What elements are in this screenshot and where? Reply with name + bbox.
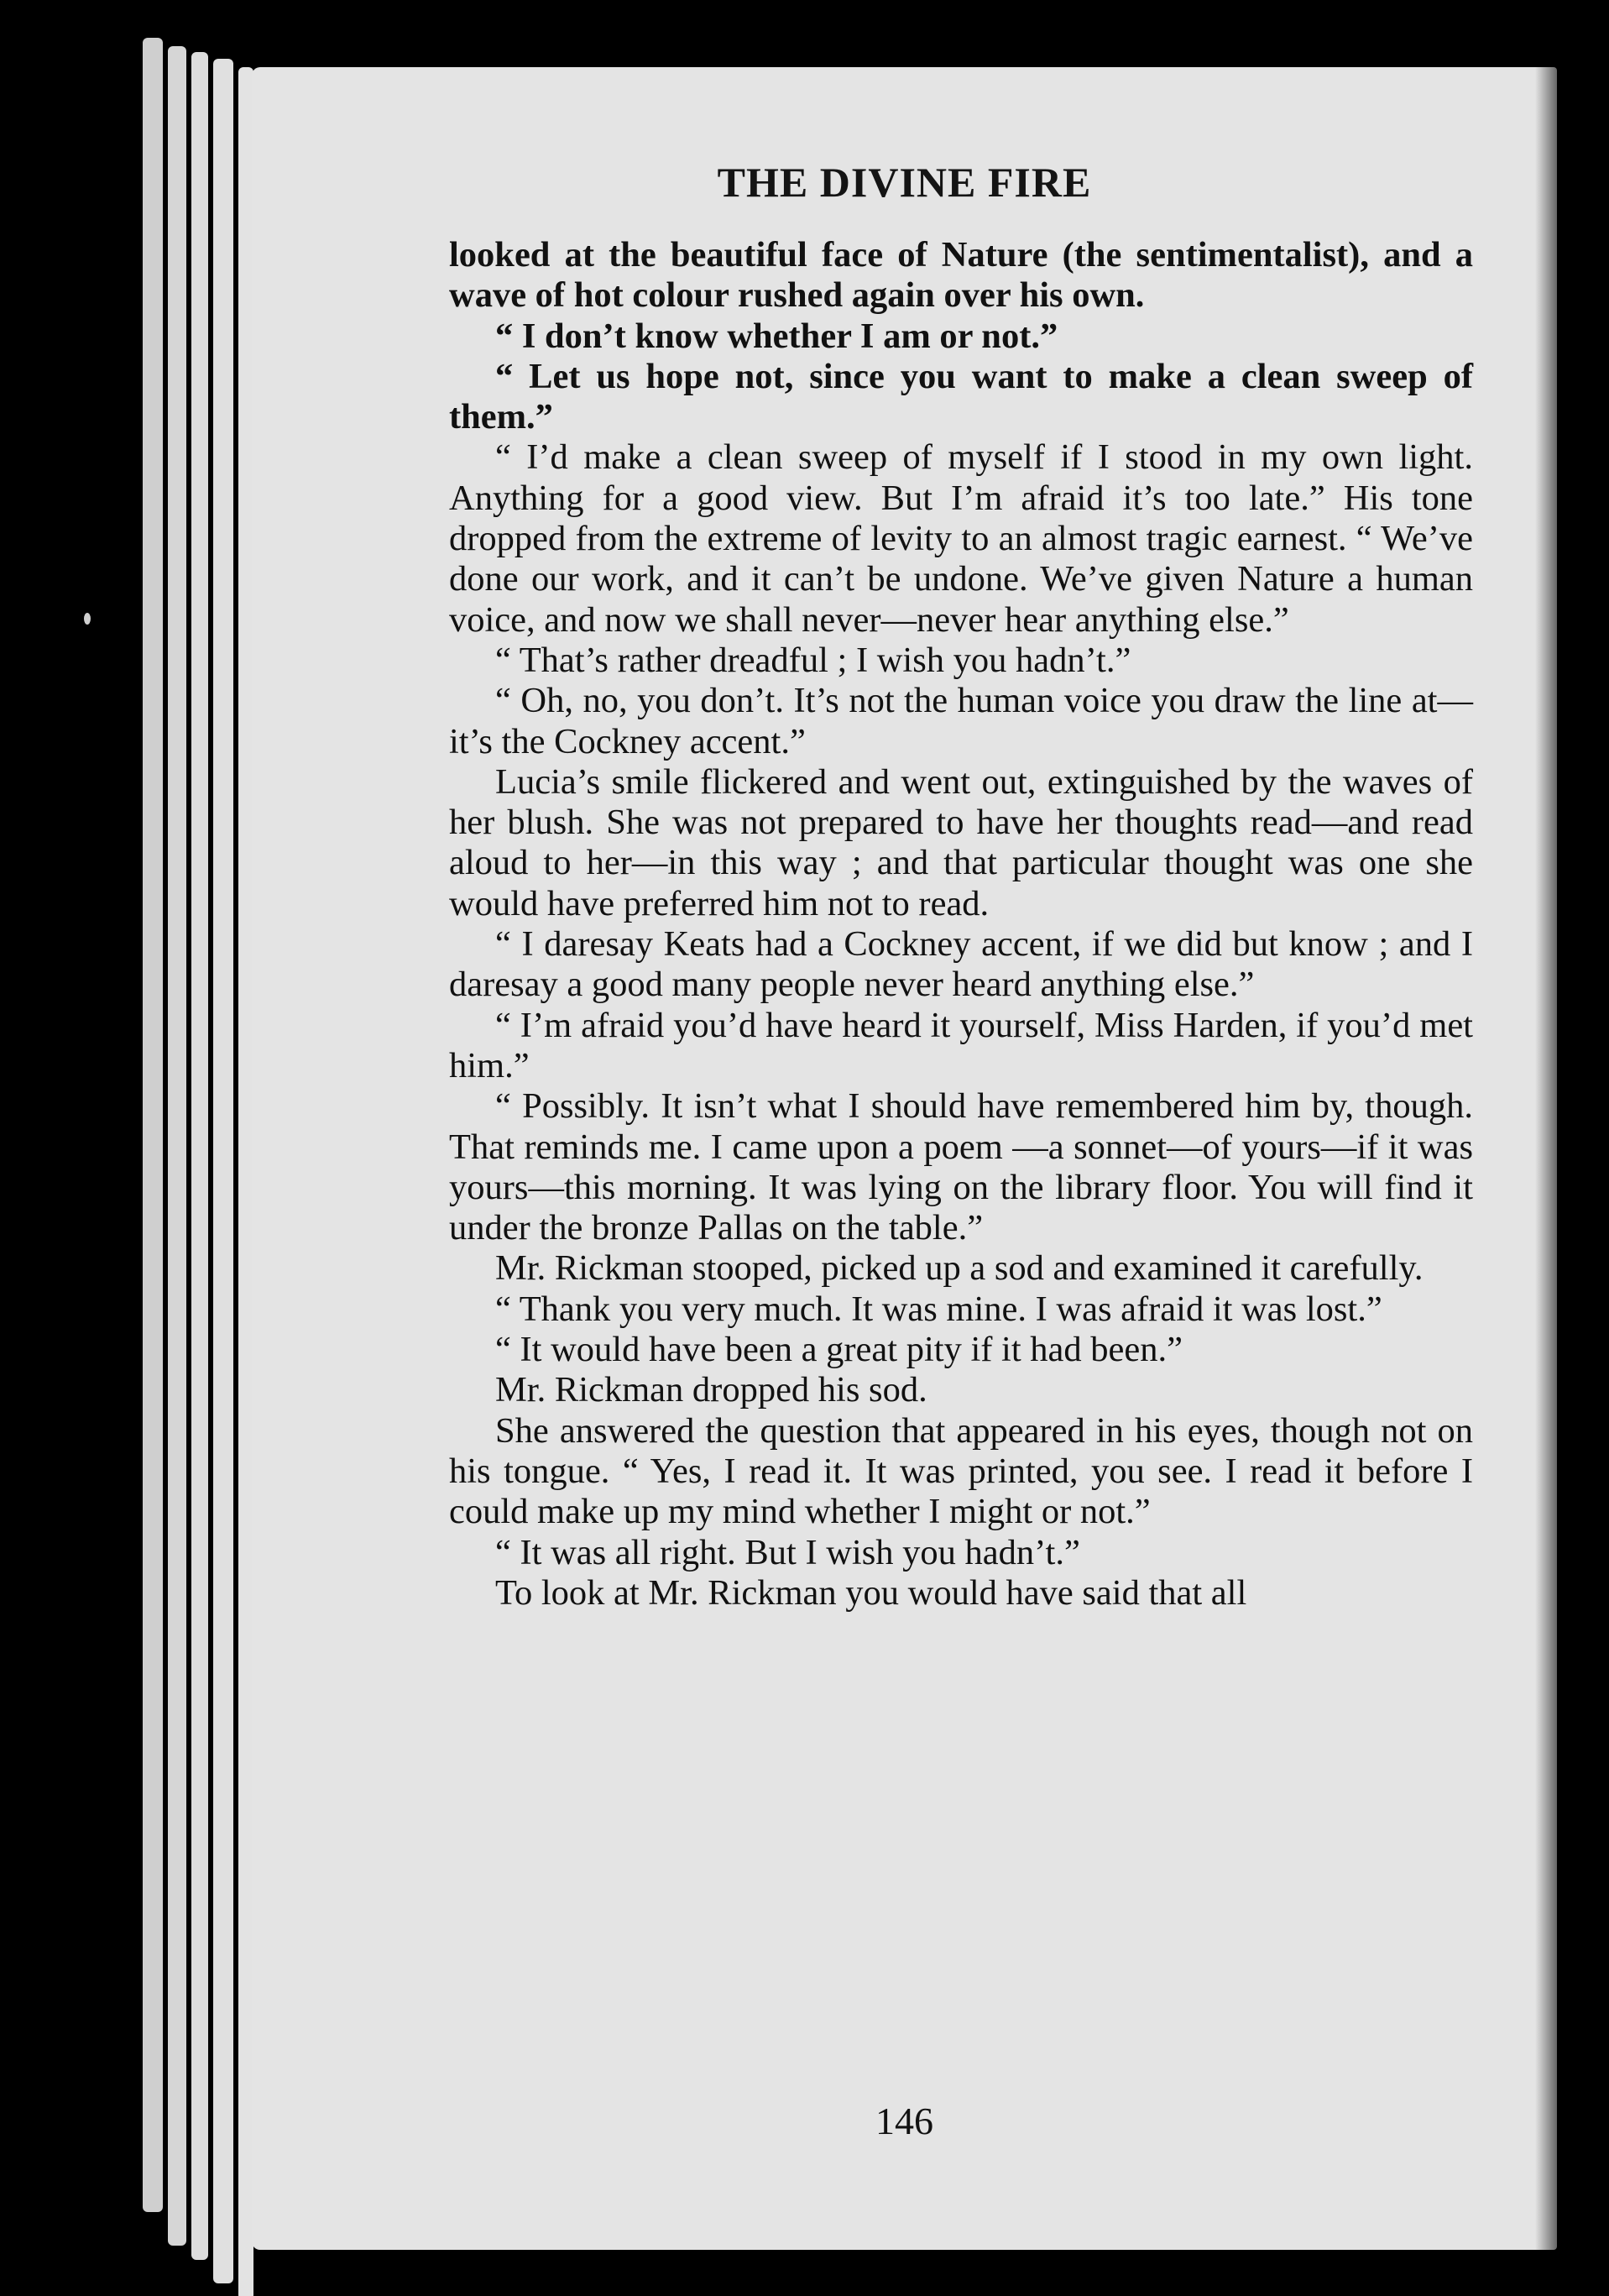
paragraph: “ Let us hope not, since you want to make a clean sweep of them.” bbox=[449, 356, 1473, 437]
page-number: 146 bbox=[875, 2100, 933, 2142]
paragraph: Lucia’s smile flickered and went out, extinguished by the waves of her blush. She was not prepared to have her thoughts read—and read aloud to her—in this way ; and that particular thought was one she would have preferred him not to read. bbox=[449, 761, 1473, 923]
paragraph: Mr. Rickman dropped his sod. bbox=[495, 1370, 927, 1410]
paragraph: looked at the beautiful face of Nature (the sentimentalist), and a wave of hot colour rushed again over his own. bbox=[449, 235, 1473, 316]
page-body-text bbox=[449, 235, 1473, 1613]
paragraph: “ That’s rather dreadful ; I wish you hadn’t.” bbox=[495, 640, 1131, 680]
page-edge bbox=[143, 38, 163, 2212]
paragraph: Mr. Rickman stooped, picked up a sod and examined it carefully. bbox=[495, 1248, 1424, 1289]
paragraph: “ It was all right. But I wish you hadn’t.” bbox=[495, 1532, 1080, 1572]
paragraph: “ Possibly. It isn’t what I should have remembered him by, though. That reminds me. I came upon a poem —a sonnet—of yours—if it was yours—this morning. It was lying on the library floor. You will find it under the bronze Pallas on the table.” bbox=[449, 1086, 1473, 1248]
paragraph: She answered the question that appeared in his eyes, though not on his tongue. “ Yes, I read it. It was printed, you see. I read it before I could make up my mind whether I might or not.” bbox=[449, 1410, 1473, 1532]
paragraph: “ Oh, no, you don’t. It’s not the human voice you draw the line at—it’s the Cockney accent.” bbox=[449, 681, 1473, 761]
paragraph: “ I’m afraid you’d have heard it yourself, Miss Harden, if you’d met him.” bbox=[449, 1005, 1473, 1085]
scan-speck bbox=[84, 613, 91, 625]
paragraph: To look at Mr. Rickman you would have said that all bbox=[495, 1572, 1247, 1613]
page-edge bbox=[213, 59, 233, 2283]
page-edge bbox=[191, 52, 208, 2260]
book-page bbox=[252, 67, 1557, 2250]
paragraph: “ I’d make a clean sweep of myself if I stood in my own light. Anything for a good view. But I’m afraid it’s too late.” His tone dropped from the extreme of levity to an almost tragic earnest. “ We’ve done our work, and it can’t be undone. We’ve given Nature a human voice, and now we shall never—never hear anything else.” bbox=[449, 437, 1473, 640]
paragraph: “ I daresay Keats had a Cockney accent, if we did but know ; and I daresay a good many people never heard anything else.” bbox=[449, 924, 1473, 1005]
page-edge bbox=[168, 46, 186, 2246]
paragraph: “ I don’t know whether I am or not.” bbox=[495, 316, 1058, 356]
paragraph: “ It would have been a great pity if it had been.” bbox=[495, 1330, 1183, 1370]
scan-speck bbox=[151, 1083, 159, 1091]
spine-shadow bbox=[1535, 67, 1557, 2250]
paragraph: “ Thank you very much. It was mine. I was afraid it was lost.” bbox=[495, 1289, 1382, 1329]
running-head: THE DIVINE FIRE bbox=[717, 159, 1092, 206]
